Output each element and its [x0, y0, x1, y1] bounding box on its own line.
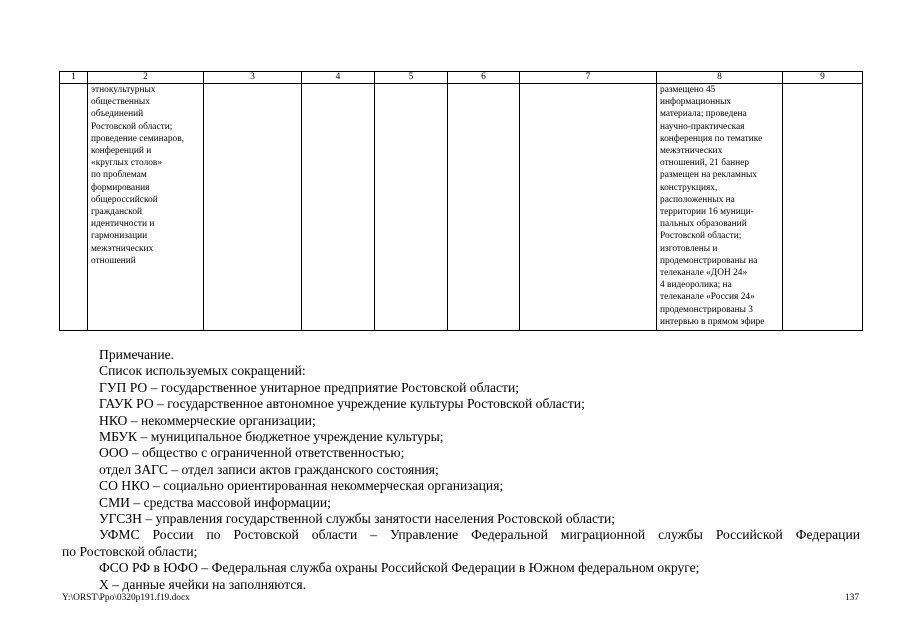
column-header-9: 9 [783, 72, 863, 84]
table-cell-col9 [783, 84, 863, 331]
cell-line: размещено 45 [660, 85, 716, 95]
cell-line: по проблемам [91, 170, 147, 181]
abbreviation-item: СО НКО – социально ориентированная некоммерческая организация; [99, 478, 504, 494]
abbreviation-item-fso: ФСО РФ в ЮФО – Федеральная служба охраны Российской Федерации в Южном федеральном округе; [99, 560, 700, 576]
table-cell-col2 [88, 84, 204, 331]
table-row [60, 84, 863, 331]
x-note: Х – данные ячейки на заполняются. [99, 576, 307, 592]
cell-line: пальных образований [660, 219, 747, 230]
data-table [59, 71, 863, 331]
column-header-2: 2 [88, 72, 204, 84]
column-header-8: 8 [657, 72, 783, 84]
cell-line: общественных [91, 97, 150, 108]
cell-line: этнокультурных [91, 85, 156, 95]
cell-line: формирования [91, 182, 150, 193]
abbreviation-item: ГАУК РО – государственное автономное учреждение культуры Ростовской области; [99, 396, 585, 412]
cell-line: отношений [91, 255, 136, 266]
column-header-6: 6 [448, 72, 520, 84]
abbreviation-item: ООО – общество с ограниченной ответственностью; [99, 445, 405, 461]
cell-line: 4 видеоролика; на [660, 280, 732, 291]
table-header-row [60, 72, 863, 84]
cell-line: гармонизации [91, 231, 148, 242]
abbreviation-item: МБУК – муниципальное бюджетное учреждение культуры; [99, 429, 444, 445]
footer-file-path: Y:\ORST\Ppo\0320p191.f19.docx [62, 593, 190, 603]
cell-line: материала; проведена [660, 109, 747, 120]
cell-line: размещен на рекламных [660, 170, 757, 181]
cell-line: информационных [660, 97, 732, 108]
cell-line: телеканале «Россия 24» [660, 292, 755, 303]
column-header-3: 3 [204, 72, 302, 84]
table-cell-col7 [520, 84, 657, 331]
cell-line: гражданской [91, 207, 143, 218]
table-cell-col4 [302, 84, 375, 331]
abbreviation-item: ГУП РО – государственное унитарное предприятие Ростовской области; [99, 379, 520, 395]
column-header-5: 5 [375, 72, 448, 84]
notes-title: Примечание. [99, 347, 175, 362]
cell-line: Ростовской области; [91, 121, 173, 132]
cell-line: межэтнических [660, 146, 723, 157]
cell-line: конструкциях, [660, 182, 718, 193]
abbreviation-item: отдел ЗАГС – отдел записи актов гражданского состояния; [99, 461, 439, 477]
column-header-1: 1 [60, 72, 88, 84]
page-number: 137 [844, 593, 859, 603]
cell-line: «круглых столов» [91, 158, 163, 169]
cell-line: конференция по тематике [660, 133, 763, 144]
table-cell-col6 [448, 84, 520, 331]
cell-line: изготовлены и [660, 243, 718, 254]
cell-line: идентичности и [91, 219, 155, 230]
cell-line: Ростовской области; [660, 231, 742, 242]
cell-line: продемонстрированы на [660, 255, 758, 266]
cell-line: конференций и [91, 146, 152, 157]
cell-line: отношений, 21 баннер [660, 158, 750, 169]
notes-section [62, 347, 860, 593]
cell-line: расположенных на [660, 194, 735, 205]
cell-line: территории 16 муници- [660, 207, 754, 218]
abbreviation-item-ufms-line2: по Ростовской области; [62, 543, 198, 559]
abbreviation-item: СМИ – средства массовой информации; [99, 494, 331, 510]
cell-line: объединений [91, 109, 144, 120]
abbreviation-item-ufms-line1: УФМС России по Ростовской области – Управление Федеральной миграционной службы Российской Федерации [99, 527, 860, 543]
cell-line: телеканале «ДОН 24» [660, 268, 748, 279]
cell-line: общероссийской [91, 194, 158, 205]
table-cell-col1 [60, 84, 88, 331]
table-cell-col5 [375, 84, 448, 331]
cell-line: межэтнических [91, 243, 154, 254]
column-header-4: 4 [302, 72, 375, 84]
abbreviation-item: НКО – некоммерческие организации; [99, 412, 316, 428]
column-header-7: 7 [520, 72, 657, 84]
table-cell-col3 [204, 84, 302, 331]
abbreviation-item: УГСЗН – управления государственной службы занятости населения Ростовской области; [99, 511, 616, 527]
cell-line: проведение семинаров, [91, 133, 184, 144]
cell-line: научно-практическая [660, 121, 745, 132]
cell-line: продемонстрированы 3 [660, 304, 753, 315]
cell-line: интервью в прямом эфире [660, 316, 765, 327]
abbreviations-intro: Список используемых сокращений: [99, 363, 306, 379]
table-cell-col8 [657, 84, 783, 331]
